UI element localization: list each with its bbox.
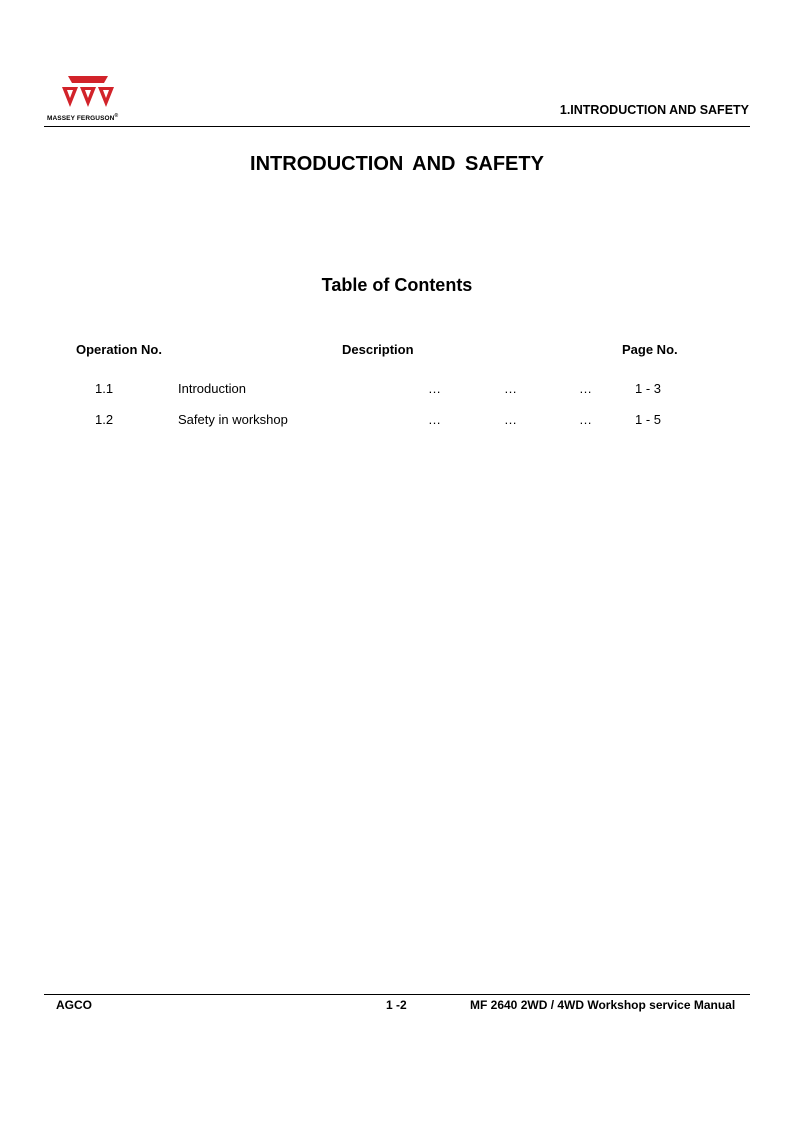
toc-title: Table of Contents xyxy=(321,275,473,295)
header-section-title: 1.INTRODUCTION AND SAFETY xyxy=(559,103,749,117)
massey-ferguson-logo xyxy=(44,76,140,124)
triple-triangle-logo-icon xyxy=(60,76,116,112)
toc-row-page: 1 - 3 xyxy=(635,381,662,396)
toc-header-page: Page No. xyxy=(622,342,678,357)
toc-row-leader: … xyxy=(428,412,441,427)
toc-row-leader: … xyxy=(504,412,517,427)
toc-row-safety-in-workshop[interactable] xyxy=(0,412,794,432)
footer-manual-title: MF 2640 2WD / 4WD Workshop service Manual xyxy=(470,998,736,1012)
toc-row-leader: … xyxy=(579,412,592,427)
footer-page-number: 1 -2 xyxy=(386,998,407,1012)
toc-row-description: Safety in workshop xyxy=(178,412,288,427)
footer-company: AGCO xyxy=(56,998,92,1012)
toc-row-page: 1 - 5 xyxy=(635,412,662,427)
logo-brand-text: MASSEY FERGUSON xyxy=(47,115,115,123)
toc-row-description: Introduction xyxy=(178,381,246,396)
toc-row-introduction[interactable] xyxy=(0,381,794,401)
header-divider xyxy=(44,126,750,127)
toc-row-number: 1.1 xyxy=(95,381,114,396)
toc-header-description: Description xyxy=(342,342,414,357)
toc-row-leader: … xyxy=(504,381,517,396)
logo-registered-mark: ® xyxy=(114,113,119,119)
footer-divider xyxy=(44,994,750,995)
toc-row-leader: … xyxy=(579,381,592,396)
toc-row-leader: … xyxy=(428,381,441,396)
page-title: INTRODUCTION AND SAFETY xyxy=(250,153,544,175)
logo-wordmark xyxy=(47,113,118,122)
toc-header-operation: Operation No. xyxy=(76,342,162,357)
toc-row-number: 1.2 xyxy=(95,412,114,427)
